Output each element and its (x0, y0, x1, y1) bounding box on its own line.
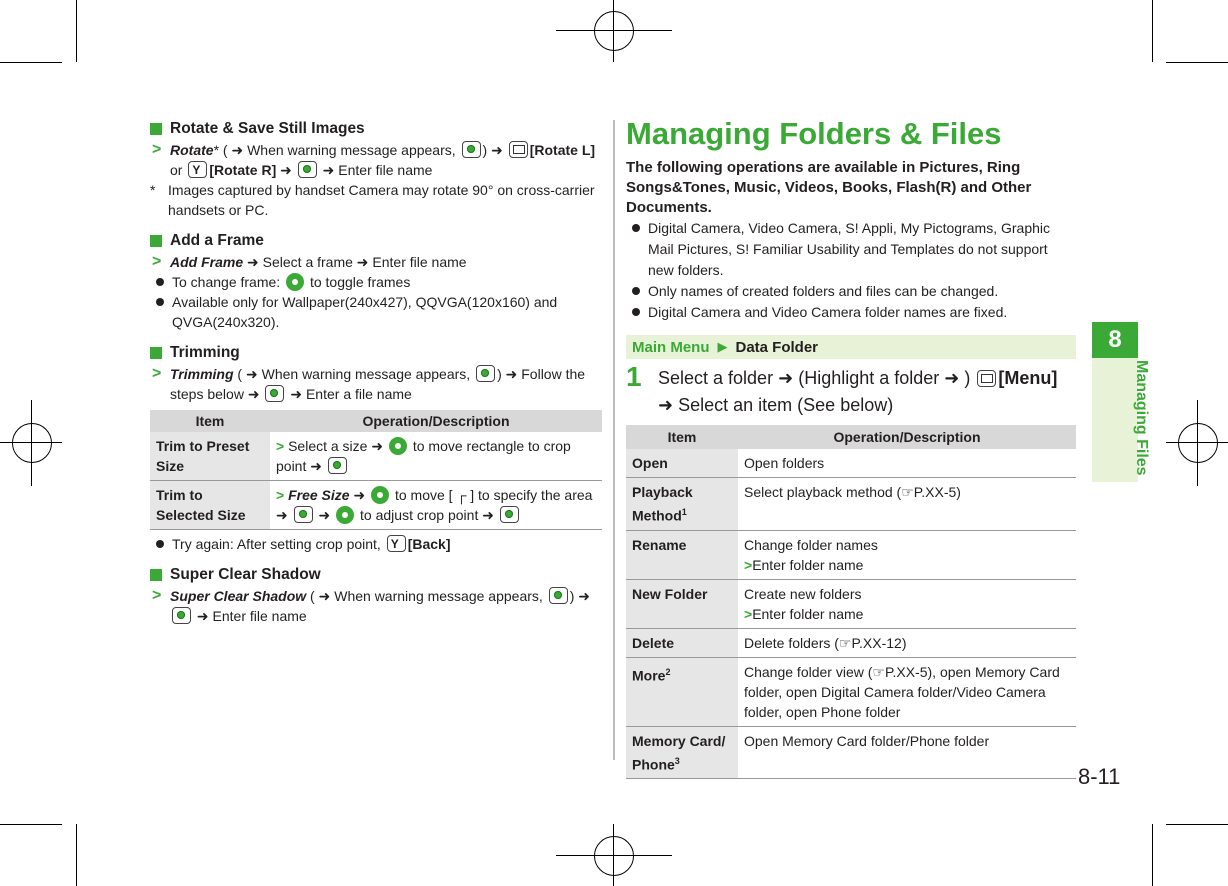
table-row: New Folder Create new folders >Enter folder name (626, 579, 1076, 628)
rotate-step: > Rotate* ( ➜ When warning message appears, ) ➜ [Rotate L] or Y [Rotate R] ➜ ➜ Enter file name (150, 140, 605, 180)
table-header: Item Operation/Description (150, 410, 602, 432)
shadow-step: > Super Clear Shadow ( ➜ When warning message appears, ) ➜ ➜ Enter file name (152, 587, 590, 624)
frame-bullet: To change frame: to toggle frames (150, 272, 605, 292)
registration-circle (1178, 423, 1218, 463)
crop-mark (0, 62, 62, 63)
center-key-icon (172, 607, 191, 624)
section-heading-frame: Add a Frame (150, 230, 605, 252)
triangle-right-icon: ▶ (717, 339, 728, 354)
table-row: Memory Card/ Phone$^3$ Open Memory Card folder/Phone folder (626, 726, 1076, 779)
step-arrow-icon: > (152, 587, 162, 604)
crop-mark (1152, 824, 1153, 886)
chapter-number: 8 (1092, 322, 1138, 358)
rotate-note: * Images captured by handset Camera may rotate 90° on cross-carrier handsets or PC. (150, 182, 595, 218)
intro-text: The following operations are available in Pictures, Ring Songs&Tones, Music, Videos, Books, Flash(R) and Other Documents. (626, 159, 1032, 216)
column-divider (613, 120, 615, 760)
info-bullet: Digital Camera and Video Camera folder names are fixed. (626, 302, 1076, 323)
table-row: Delete Delete folders (☞P.XX-12) (626, 628, 1076, 657)
multi-selector-icon (286, 273, 304, 291)
multi-selector-icon (389, 437, 407, 455)
center-key-icon (476, 365, 495, 382)
chapter-label: Managing Files (1133, 360, 1150, 476)
step-arrow-icon: > (152, 141, 162, 158)
table-header: Item Operation/Description (626, 425, 1076, 449)
registration-circle (594, 11, 634, 51)
info-bullet: Only names of created folders and files can be changed. (626, 281, 1076, 302)
center-key-icon (265, 385, 284, 402)
section-heading-shadow: Super Clear Shadow (150, 564, 605, 586)
table-row: More$^2$ Change folder view (☞P.XX-5), open Memory Card folder, open Digital Camera folder/Video Camera folder, open Phone folder (626, 657, 1076, 726)
crop-mark (76, 824, 77, 886)
multi-selector-icon (371, 486, 389, 504)
trimming-bullet: Try again: After setting crop point, Y [Back] (150, 534, 605, 554)
mail-key-icon (509, 141, 528, 158)
table-row: Trim to Selected Size > Free Size ➜ to move [ ┌ ] to specify the area ➜ ➜ to adjust crop point ➜ (150, 481, 602, 530)
trimming-step: > Trimming ( ➜ When warning message appears, ) ➜ Follow the steps below ➜ ➜ Enter a file name (152, 365, 586, 402)
folder-operations-table (626, 425, 1076, 779)
frame-step: > Add Frame ➜ Select a frame ➜ Enter file name (152, 253, 467, 270)
crop-mark (1166, 824, 1228, 825)
registration-circle (594, 836, 634, 876)
crop-mark (0, 824, 62, 825)
crop-mark (1152, 0, 1153, 62)
table-row: Rename Change folder names >Enter folder name (626, 530, 1076, 579)
mail-key-icon (977, 370, 996, 387)
center-key-icon (462, 141, 481, 158)
crop-mark (76, 0, 77, 62)
table-row: Playback Method$^1$ Select playback method (☞P.XX-5) (626, 478, 1076, 531)
step-1: 1 Select a folder ➜ (Highlight a folder ➜ ) [Menu] ➜ Select an item (See below) (626, 361, 1058, 415)
table-row: Trim to Preset Size > Select a size ➜ to move rectangle to crop point ➜ (150, 432, 602, 481)
square-bullet-icon (150, 347, 162, 359)
square-bullet-icon (150, 235, 162, 247)
softkey-icon (188, 161, 207, 178)
left-column (150, 118, 605, 626)
square-bullet-icon (150, 123, 162, 135)
frame-bullet: Available only for Wallpaper(240x427), QQVGA(120x160) and QVGA(240x320). (150, 292, 605, 332)
info-bullet: Digital Camera, Video Camera, S! Appli, My Pictograms, Graphic Mail Pictures, S! Familiar Usability and Templates do not support new folders. (626, 218, 1076, 281)
menu-path-bar: Main Menu ▶ Data Folder (626, 335, 1076, 359)
center-key-icon (500, 506, 519, 523)
right-column (626, 116, 1076, 779)
section-heading-rotate: Rotate & Save Still Images (150, 118, 605, 140)
step-arrow-icon: > (152, 253, 162, 270)
crop-mark (1166, 62, 1228, 63)
section-heading-trimming: Trimming (150, 342, 605, 364)
table-row: Open Open folders (626, 449, 1076, 478)
page-title: Managing Folders & Files (626, 116, 1002, 151)
center-key-icon (549, 587, 568, 604)
softkey-icon (387, 535, 406, 552)
multi-selector-icon (336, 506, 354, 524)
page-number: 8-11 (1078, 764, 1121, 789)
square-bullet-icon (150, 569, 162, 581)
step-arrow-icon: > (152, 365, 162, 382)
registration-circle (12, 423, 52, 463)
center-key-icon (328, 457, 347, 474)
center-key-icon (294, 506, 313, 523)
center-key-icon (298, 161, 317, 178)
trimming-table (150, 410, 602, 530)
